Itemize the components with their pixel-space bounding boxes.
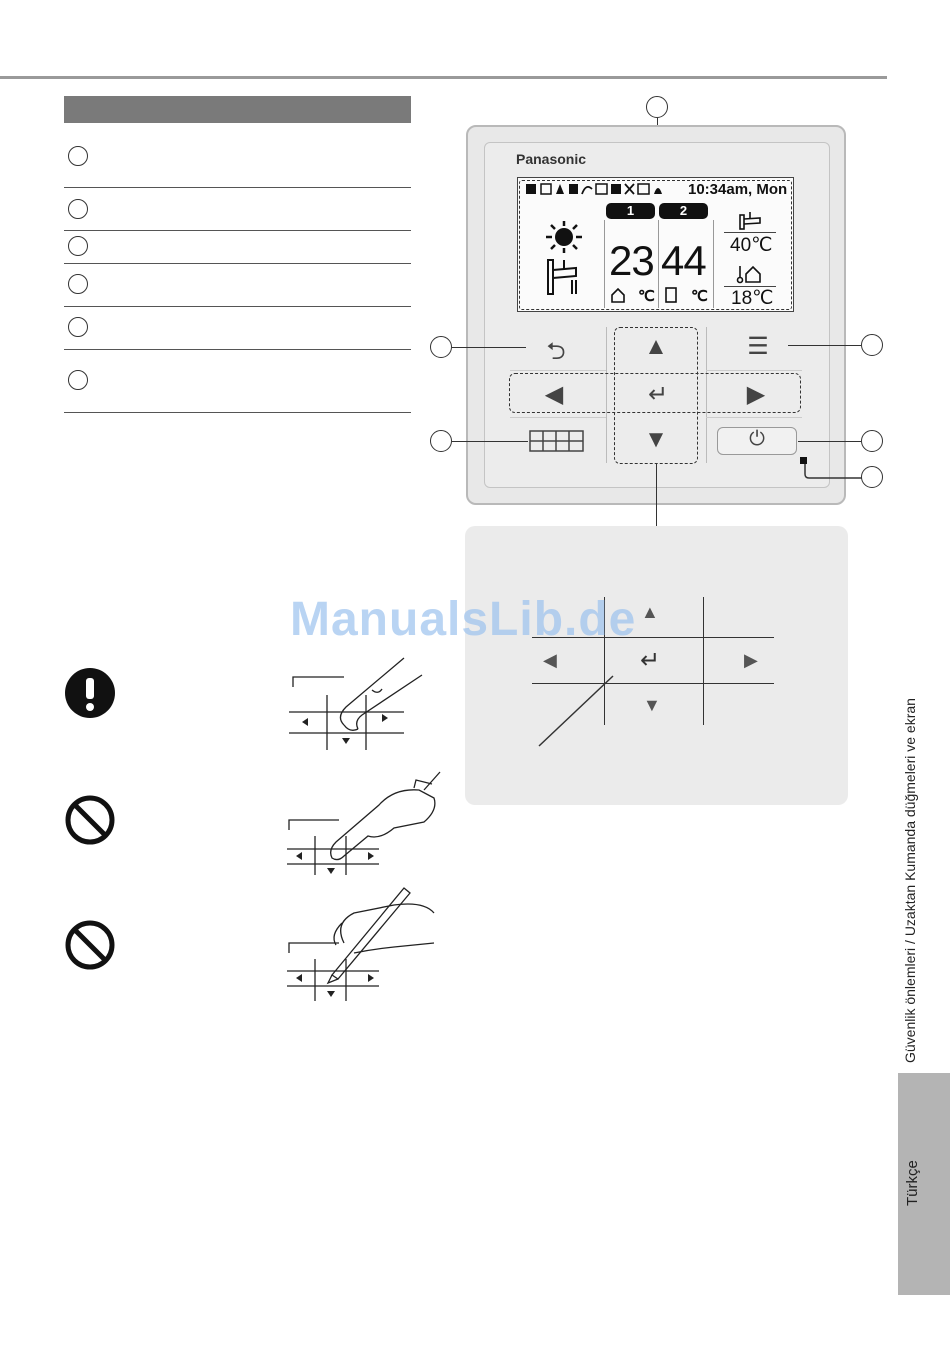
item-number-circle [68, 274, 88, 294]
button-separator [510, 417, 606, 418]
panel-enter-symbol: ↵ [640, 647, 661, 674]
lcd-divider [713, 220, 714, 308]
left-arrow-button[interactable]: ◀ [544, 381, 564, 408]
watermark: ManualsLib.de [290, 593, 637, 646]
callout-display [646, 96, 668, 118]
callout-power [861, 430, 883, 452]
item-number-circle [68, 146, 88, 166]
status-icon [611, 184, 621, 194]
status-icon [526, 184, 536, 194]
lcd-divider [604, 220, 605, 308]
up-arrow-button[interactable]: ▲ [644, 333, 668, 360]
down-arrow-button[interactable]: ▼ [644, 426, 668, 453]
panel-left-arrow: ◀ [543, 650, 557, 670]
enter-button[interactable]: ↵ [647, 381, 669, 408]
callout-line [788, 345, 861, 346]
table-divider [64, 263, 411, 264]
page-top-rule [0, 76, 887, 79]
table-divider [64, 306, 411, 307]
item-number-circle [68, 199, 88, 219]
callout-led-line [800, 462, 864, 486]
tap-icon-small [738, 211, 764, 231]
table-divider [64, 187, 411, 188]
panel-up-arrow: ▲ [641, 602, 659, 622]
right-arrow-button[interactable]: ▶ [746, 381, 766, 408]
callout-menu [861, 334, 883, 356]
item-number-circle [68, 317, 88, 337]
callout-led [861, 466, 883, 488]
status-icon [654, 188, 662, 194]
zone-2-temperature: 44 [661, 237, 706, 284]
zone-1-temperature: 23 [609, 237, 654, 284]
zone-2-unit: ℃ [691, 288, 708, 305]
callout-back [430, 336, 452, 358]
finger-press-illustration [284, 770, 444, 880]
back-button[interactable]: ⮌ [546, 338, 566, 365]
brand-logo: Panasonic [516, 151, 587, 167]
zone-1-badge: 1 [606, 203, 655, 219]
panel-pointer-line [536, 674, 616, 748]
item-number-circle [68, 370, 88, 390]
table-divider [64, 230, 411, 231]
table-header-bar [64, 96, 411, 123]
prohibited-icon [64, 919, 116, 971]
status-icon [541, 184, 551, 194]
quick-menu-button[interactable] [529, 430, 584, 452]
house-icon [610, 287, 626, 303]
callout-quick-menu [430, 430, 452, 452]
item-number-circle [68, 236, 88, 256]
zone-2-badge: 2 [659, 203, 708, 219]
lcd-clock: 10:34am, Mon [688, 181, 788, 198]
panel-down-arrow: ▼ [643, 695, 661, 715]
status-icon [596, 184, 607, 194]
panel-right-arrow: ▶ [744, 650, 758, 670]
button-separator [706, 370, 802, 371]
power-icon: ⏻ [749, 428, 765, 450]
outdoor-thermometer-icon [736, 264, 764, 284]
fingertip-press-illustration [284, 655, 434, 750]
status-icon [625, 184, 634, 194]
status-icon [582, 187, 592, 194]
language-tab-label: Türkçe [904, 1160, 921, 1206]
section-title-vertical: Güvenlik önlemleri / Uzaktan Kumanda düğmeleri ve ekran [902, 698, 918, 1063]
prohibited-icon [64, 794, 116, 846]
status-icons-row [524, 181, 684, 199]
table-divider [64, 349, 411, 350]
status-icon [556, 184, 564, 194]
pen-press-illustration [284, 883, 444, 1003]
outdoor-temperature: 18℃ [731, 288, 774, 309]
callout-line [452, 347, 526, 348]
status-icon [569, 184, 578, 194]
panel-grid-line [703, 597, 704, 725]
callout-line [452, 441, 528, 442]
tank-icon [664, 287, 678, 303]
tank-divider [724, 232, 776, 233]
menu-button[interactable]: ☰ [747, 333, 769, 360]
sun-icon [544, 221, 584, 253]
tank-temperature: 40℃ [730, 235, 773, 256]
callout-line [798, 441, 861, 442]
zone-1-unit: ℃ [638, 288, 655, 305]
table-divider [64, 412, 411, 413]
status-icon [638, 184, 649, 194]
button-separator [706, 417, 802, 418]
tap-water-icon [546, 258, 584, 296]
lcd-divider [658, 220, 659, 308]
mandatory-action-icon [64, 667, 116, 719]
callout-line [656, 464, 657, 526]
